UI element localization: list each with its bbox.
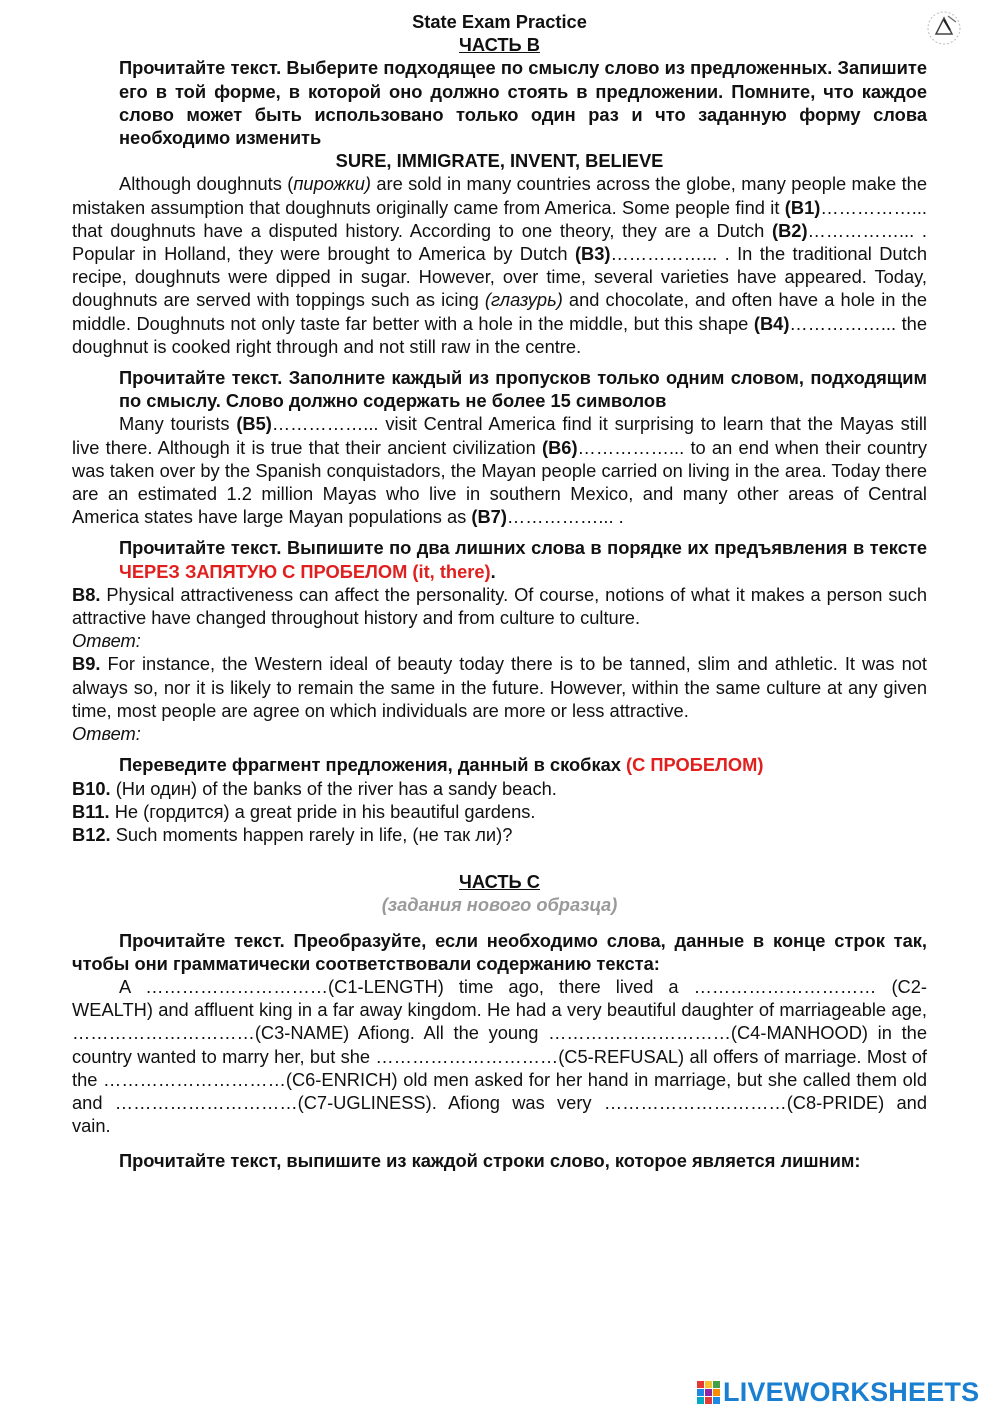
gap-b6[interactable]: (B6) — [542, 436, 578, 458]
section1-text: Although doughnuts (пирожки) are sold in many countries across the globe, many people make the mistaken assumption that doughnuts originally came from America. Some people find it (B1)……………... that doughnuts have a disputed history. According to one theory, they are a Dutch (B2)……………... . Popular in Holland, they were brought to America by Dutch (B3)……………... . In the traditional Dutch recipe, doughnuts were dipped in sugar. However, over time, several varieties have appeared. Today, doughnuts are served with toppings such as icing (глазурь) and chocolate, and often have a hole in the middle. Doughnuts not only taste far better with a hole in the middle, but this shape (B4)……………... the doughnut is cooked right through and not still raw in the centre. — [72, 173, 928, 357]
gap-b1[interactable]: (B1) — [784, 196, 821, 218]
task-b10[interactable]: B10. (Ни один) of the banks of the river has a sandy beach. — [72, 777, 557, 799]
page-title: State Exam Practice — [412, 11, 587, 32]
gap-b5[interactable]: (B5) — [236, 413, 272, 435]
section1-instruction: Прочитайте текст. Выберите подходящее по смыслу слово из предложенных. Запишите его в той форме, в которой оно должно стоять в предложении. Помните, что каждое слово может быть использовано только один раз и что заданную форму слова необходимо изменить — [119, 57, 927, 149]
task-b11[interactable]: B11. He (гордится) a great pride in his beautiful gardens. — [72, 800, 536, 822]
gap-b3[interactable]: (B3) — [574, 243, 611, 265]
part-c-text: A …………………………(C1-LENGTH) time ago, there lived a ………………………… (C2-WEALTH) and affluent king in a far away kingdom. He had a very beautiful daughter of marriageable age, …………………………(C3-NAME) Afiong. All the young …………………………(C4-MANHOOD) in the country wanted to marry her, but she …………………………(C5-REFUSAL) all offers of marriage. Most of the …………………………(C6-ENRICH) old men asked for her hand in marriage, but she called them old and …………………………(C7-UGLINESS). Afiong was very …………………………(C8-PRIDE) and vain. — [72, 975, 927, 1137]
gap-b7[interactable]: (B7) — [471, 506, 507, 528]
answer-b9[interactable]: Ответ: — [72, 723, 141, 745]
liveworksheets-logo-icon — [697, 1381, 721, 1405]
worksheet-page — [72, 10, 927, 1173]
part-b-heading: ЧАСТЬ В — [459, 34, 540, 56]
task-b9: B9. For instance, the Western ideal of beauty today there is to be tanned, slim and athletic. It was not always so, nor it is likely to remain the same in the future. However, within the same culture at any given time, most people are agree on which individuals are more or less attractive. — [72, 653, 927, 721]
part-c-instruction-2: Прочитайте текст, выпишите из каждой строки слово, которое является лишним: — [119, 1150, 861, 1172]
task-b8: B8. Physical attractiveness can affect the personality. Of course, notions of what it makes a person such attractive have changed throughout history and from culture to culture. — [72, 583, 927, 629]
part-c-instruction: Прочитайте текст. Преобразуйте, если необходимо слова, данные в конце строк так, чтобы они грамматически соответствовали содержанию текста: — [72, 929, 927, 974]
liveworksheets-wordmark: LIVEWORKSHEETS — [723, 1377, 980, 1408]
gap-b2[interactable]: (B2) — [772, 219, 808, 241]
section2-instruction: Прочитайте текст. Заполните каждый из пропусков только одним словом, подходящим по смыслу. Слово должно содержать не более 15 символов — [119, 367, 927, 412]
section3-instruction: Прочитайте текст. Выпишите по два лишних слова в порядке их предъявления в тексте ЧЕРЕЗ ЗАПЯТУЮ С ПРОБЕЛОМ (it, there). — [119, 537, 927, 582]
answer-b8[interactable]: Ответ: — [72, 630, 141, 652]
school-logo-icon — [922, 8, 966, 48]
word-bank: SURE, IMMIGRATE, INVENT, BELIEVE — [335, 150, 664, 172]
part-c-heading: ЧАСТЬ С — [459, 871, 540, 893]
part-c-subtitle: (задания нового образца) — [381, 894, 618, 916]
gap-b4[interactable]: (B4) — [753, 312, 790, 334]
task-b12[interactable]: B12. Such moments happen rarely in life, (не так ли)? — [72, 823, 513, 845]
section2-text: Many tourists (B5)……………... visit Central America find it surprising to learn that the Mayas still live there. Although it is true that their ancient civilization (B6)……………... to an end when their country was taken over by the Spanish conquistadors, the Mayan people carried on living in the area. Today there are an estimated 1.2 million Mayas who live in southern Mexico, and many other areas of Central America states have large Mayan populations as (B7)……………... . — [72, 413, 927, 528]
liveworksheets-brand — [697, 1378, 979, 1408]
section4-instruction: Переведите фрагмент предложения, данный в скобках (С ПРОБЕЛОМ) — [119, 754, 764, 776]
